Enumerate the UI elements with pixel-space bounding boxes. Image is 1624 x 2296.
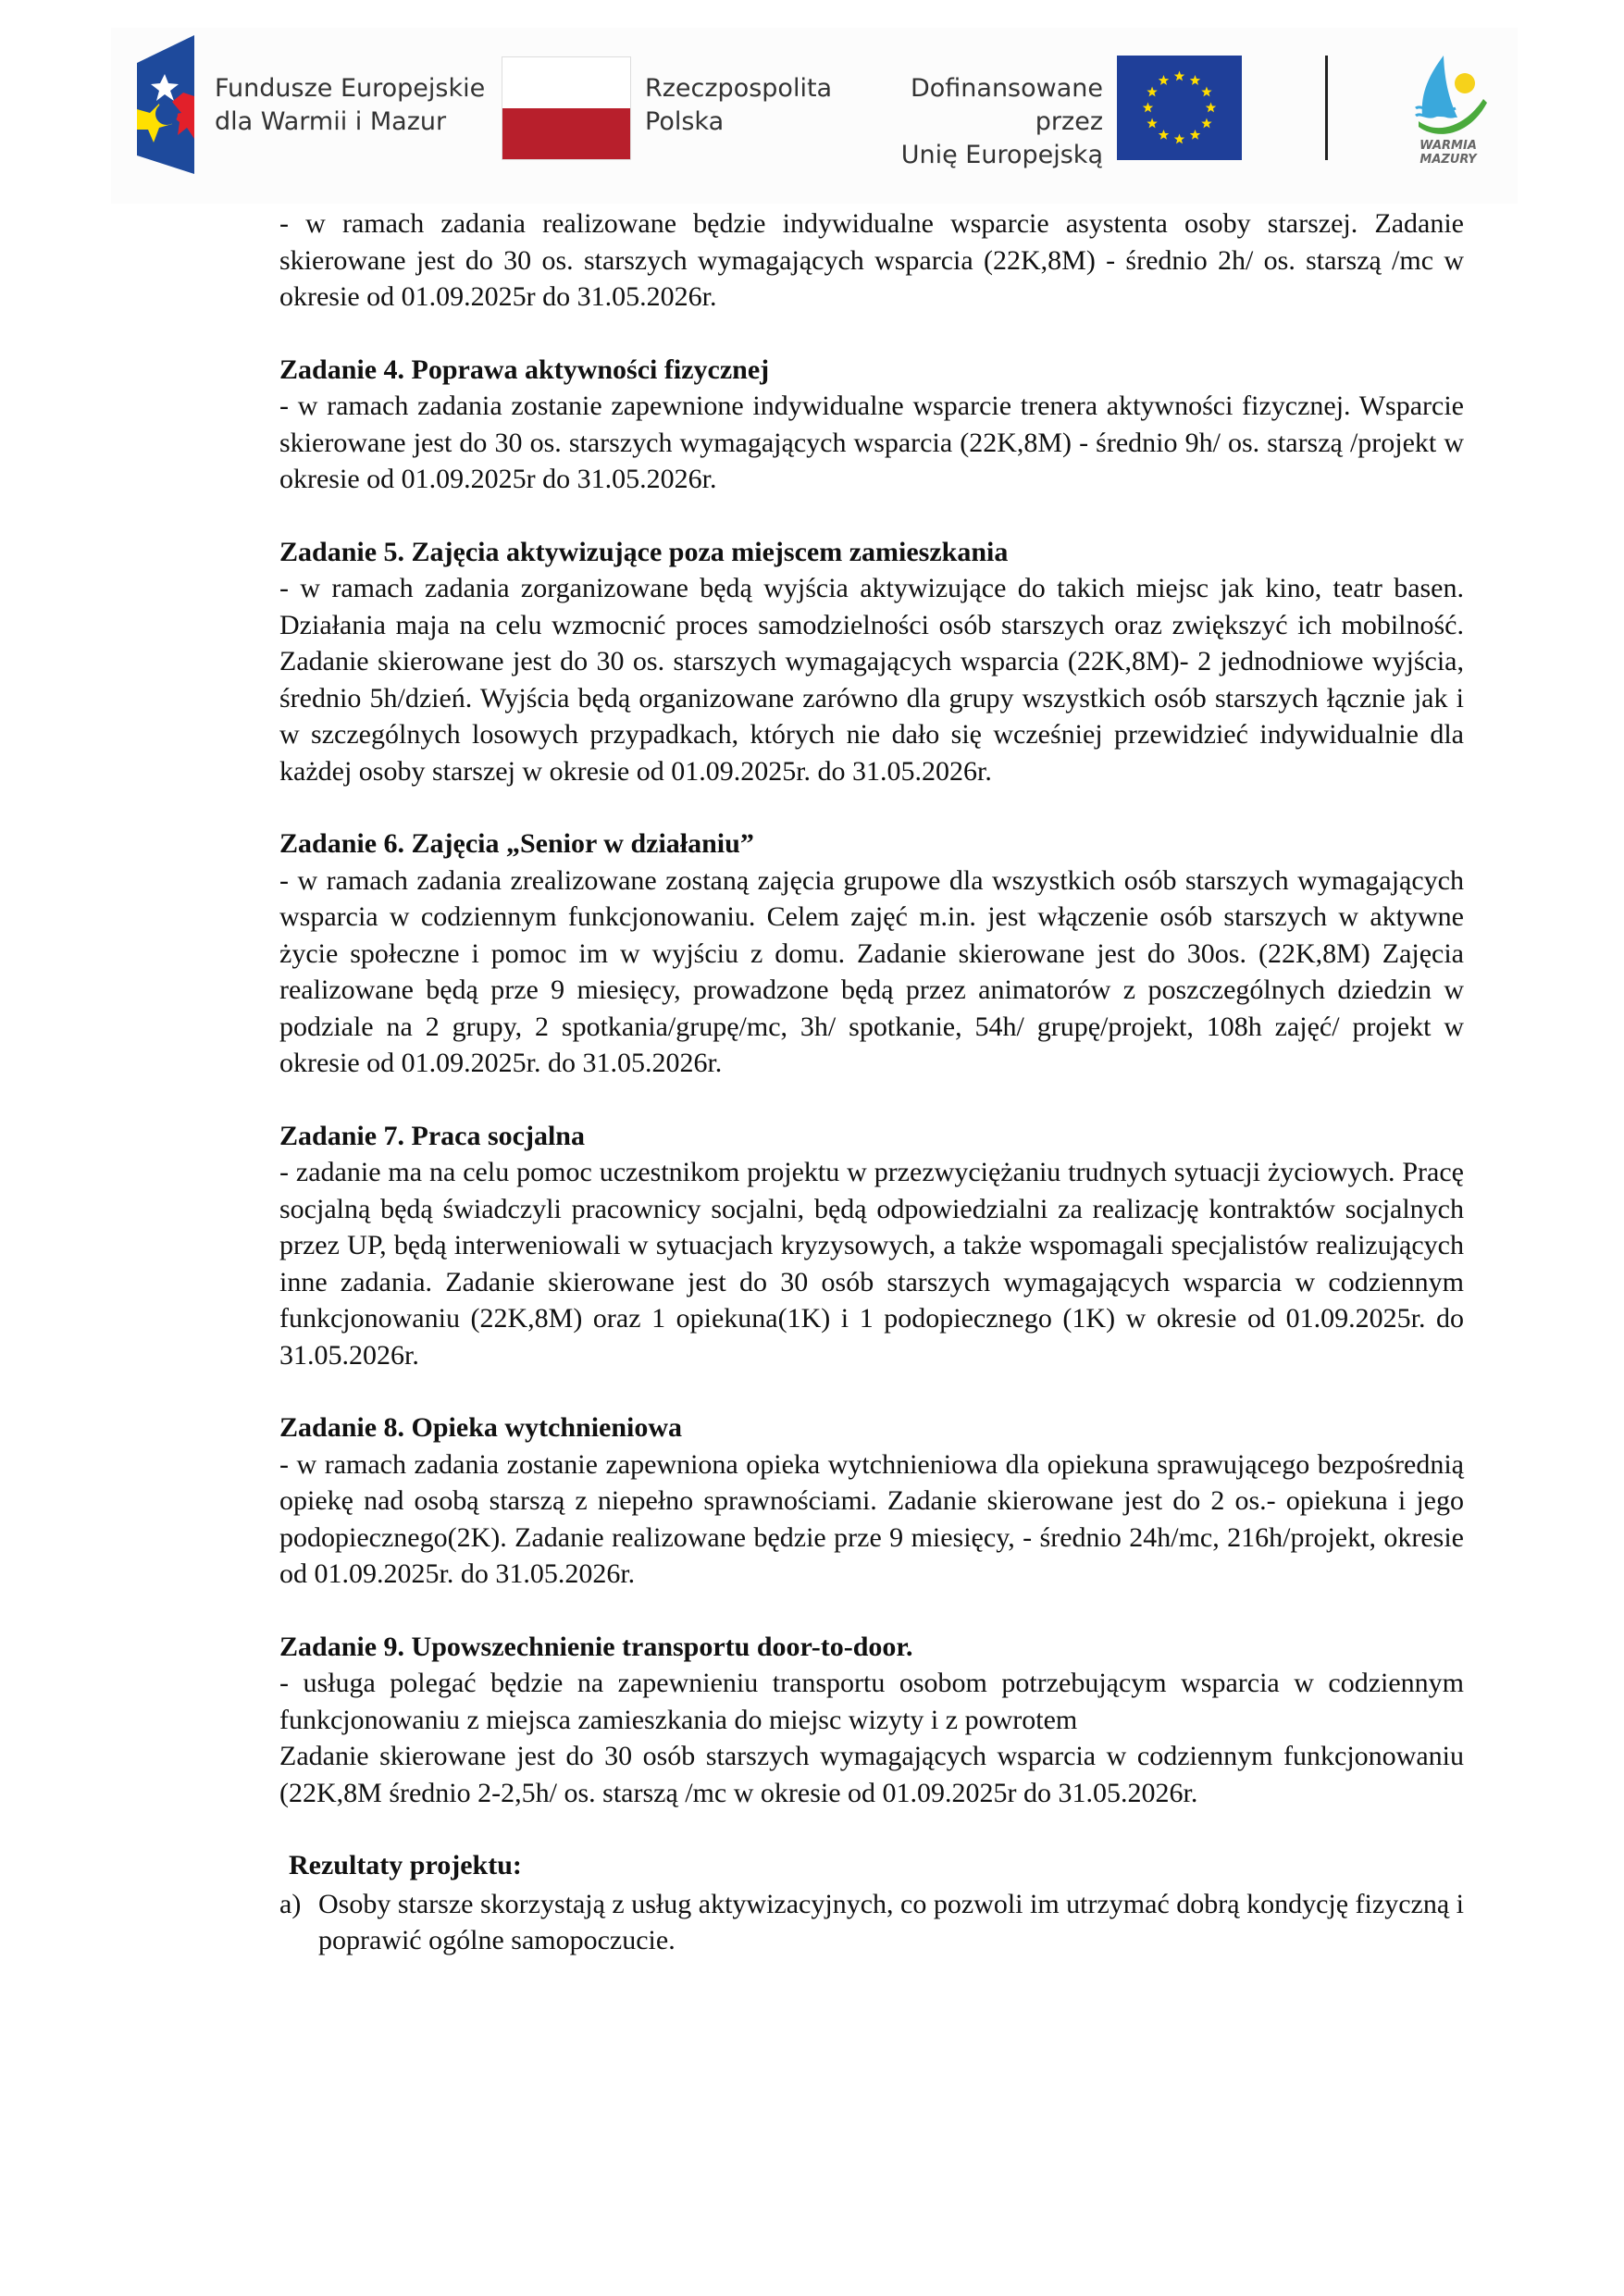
warmia-mazury-logo-icon: [1402, 51, 1494, 167]
polish-flag-icon: [502, 56, 631, 160]
task-8-title: Zadanie 8. Opieka wytchnieniowa: [279, 1412, 683, 1443]
task-9-title: Zadanie 9. Upowszechnienie transportu door-to-door.: [279, 1631, 913, 1662]
flag-white-stripe: [502, 57, 630, 108]
task-6-title: Zadanie 6. Zajęcia „Senior w działaniu”: [279, 828, 754, 859]
rzeczpospolita-text: [645, 72, 832, 139]
task-7-title: Zadanie 7. Praca socjalna: [279, 1120, 585, 1151]
task-5-body: - w ramach zadania zorganizowane będą wyjścia aktywizujące do takich miejsc jak kino, teatr basen. Działania maja na celu wzmocnić proces samodzielności osób starszych oraz zwiększyć ich mobilność. Zadanie skierowane jest do 30 os. starszych wymagających wsparcia (22K,8M)- 2 jednodniowe wyjścia, średnio 5h/dzień. Wyjścia będą organizowane zarówno dla grupy wszystkich osób starszych łącznie jak i w szczególnych losowych przypadkach, których nie dało się wcześniej przewidzieć indywidualnie dla każdej osoby starszej w okresie od 01.09.2025r. do 31.05.2026r.: [279, 573, 1464, 787]
task-9-body-line2: Zadanie skierowane jest do 30 osób starszych wymagających wsparcia w codziennym funkcjonowaniu (22K,8M średnio 2-2,5h/ os. starszą /mc w okresie od 01.09.2025r do 31.05.2026r.: [279, 1741, 1464, 1808]
task-8-section: [279, 1409, 1464, 1593]
results-item: [279, 1886, 1464, 1959]
fe-center-circle: [155, 103, 178, 125]
fundusze-europejskie-logo-icon: [137, 35, 194, 174]
wm-line2: MAZURY: [1419, 153, 1477, 167]
task-7-body: - zadanie ma na celu pomoc uczestnikom projektu w przezwyciężaniu trudnych sytuacji życiowych. Pracę socjalną będą świadczyli pracownicy socjalni, będą odpowiedzialni za realizację kontraktów socjalnych przez UP, będą interweniowali w sytuacjach kryzysowych, a także wspomagali specjalistów realizujących inne zadania. Zadanie skierowane jest do 30 osób starszych wymagających wsparcia w codziennym funkcjonowaniu (22K,8M) oraz 1 opiekuna(1K) i 1 podopiecznego (1K) w okresie od 01.09.2025r. do 31.05.2026r.: [279, 1157, 1464, 1371]
document-body: [279, 205, 1464, 1959]
wm-line1: WARMIA: [1419, 139, 1477, 153]
task-6-section: [279, 825, 1464, 1082]
fundusze-europejskie-text: [215, 72, 485, 139]
task-9-body-line1: - usługa polegać będzie na zapewnieniu transportu osobom potrzebującym wsparcia w codziennym funkcjonowaniu z miejsca zamieszkania do miejsc wizyty i z powrotem: [279, 1668, 1464, 1735]
ue-line2: Unię Europejską: [900, 141, 1103, 169]
task-4-body: - w ramach zadania zostanie zapewnione indywidualne wsparcie trenera aktywności fizycznej. Wsparcie skierowane jest do 30 os. starszych wymagających wsparcia (22K,8M) - średnio 9h/ os. starszą /projekt w okresie od 01.09.2025r do 31.05.2026r.: [279, 391, 1464, 494]
results-item-marker: a): [279, 1888, 302, 1919]
rp-line1: Rzeczpospolita: [645, 74, 833, 103]
rp-line2: Polska: [645, 107, 725, 136]
task-8-body: - w ramach zadania zostanie zapewniona opieka wytchnieniowa dla opiekuna sprawującego bezpośrednią opiekę nad osobą starszą z niepełno sprawnościami. Zadanie skierowane jest do 2 os.- opiekuna i jego podopiecznego(2K). Zadanie realizowane będzie prze 9 miesięcy, - średnio 24h/mc, 216h/projekt, okresie od 01.09.2025r. do 31.05.2026r.: [279, 1448, 1464, 1589]
fe-line1: Fundusze Europejskie: [215, 74, 486, 103]
dofinansowane-text: [861, 72, 1103, 172]
intro-paragraph: - w ramach zadania realizowane będzie indywidualne wsparcie asystenta osoby starszej. Zadanie skierowane jest do 30 os. starszych wymagających wsparcia (22K,8M) - średnio 2h/ os. starszą /mc w okresie od 01.09.2025r do 31.05.2026r.: [279, 208, 1464, 312]
fe-line2: dla Warmii i Mazur: [215, 107, 447, 136]
results-section: [279, 1847, 1464, 1959]
task-7-section: [279, 1118, 1464, 1374]
flag-red-stripe: [502, 108, 630, 159]
results-item-text: Osoby starsze skorzystają z usług aktywizacyjnych, co pozwoli im utrzymać dobrą kondycję fizyczną i poprawić ogólne samopoczucie.: [318, 1888, 1464, 1955]
eu-flag-icon: [1117, 56, 1242, 160]
task-4-section: [279, 352, 1464, 498]
task-4-title: Zadanie 4. Poprawa aktywności fizycznej: [279, 354, 770, 385]
task-9-section: [279, 1629, 1464, 1812]
ue-line1: Dofinansowane przez: [910, 74, 1103, 136]
wm-sun: [1455, 73, 1475, 93]
header-divider: [1325, 56, 1328, 160]
task-5-section: [279, 534, 1464, 790]
task-6-body: - w ramach zadania zrealizowane zostaną zajęcia grupowe dla wszystkich osób starszych wymagających wsparcia w codziennym funkcjonowaniu. Celem zajęć m.in. jest włączenie osób starszych w aktywne życie społeczne i pomoc im w wyjściu z domu. Zadanie skierowane jest do 30os. (22K,8M) Zajęcia realizowane będą prze 9 miesięcy, prowadzone będą przez animatorów z poszczególnych dziedzin w podziale na 2 grupy, 2 spotkania/grupę/mc, 3h/ spotkanie, 54h/ grupę/projekt, 108h zajęć/ projekt w okresie od 01.09.2025r. do 31.05.2026r.: [279, 864, 1464, 1078]
results-title: Rezultaty projektu:: [289, 1850, 522, 1880]
task-5-title: Zadanie 5. Zajęcia aktywizujące poza miejscem zamieszkania: [279, 536, 1009, 567]
